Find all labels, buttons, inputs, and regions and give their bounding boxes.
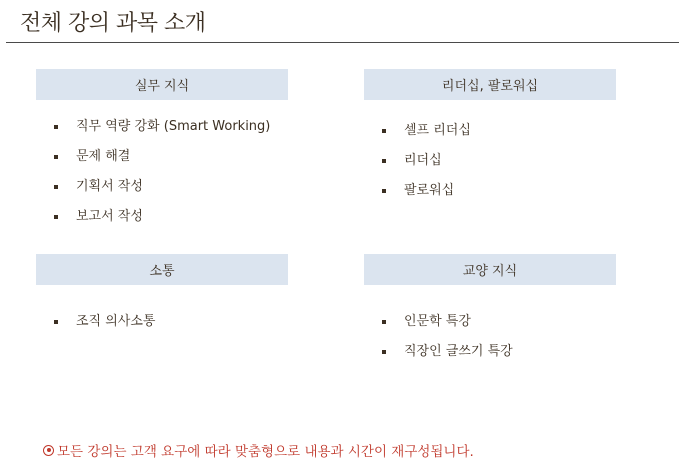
section-header: 소통 <box>36 254 288 285</box>
bullet-icon <box>382 159 386 163</box>
course-label: 팔로워십 <box>404 183 455 198</box>
bullet-icon <box>54 320 58 324</box>
title-divider <box>6 42 679 43</box>
course-label: 기획서 작성 <box>76 179 143 194</box>
course-label: 셀프 리더십 <box>404 123 471 138</box>
course-label: 보고서 작성 <box>76 209 143 224</box>
bullet-icon <box>54 185 58 189</box>
course-label: 직무 역량 강화 (Smart Working) <box>76 119 271 134</box>
course-label: 문제 해결 <box>76 149 131 164</box>
section-header: 리더십, 팔로워십 <box>364 69 616 100</box>
bullet-icon <box>382 129 386 133</box>
bullet-icon <box>54 215 58 219</box>
bullet-icon <box>54 155 58 159</box>
bullet-icon <box>382 350 386 354</box>
section-header: 교양 지식 <box>364 254 616 285</box>
course-label: 조직 의사소통 <box>76 314 156 329</box>
section-header: 실무 지식 <box>36 69 288 100</box>
bullet-icon <box>54 125 58 129</box>
footer-note-text: 모든 강의는 고객 요구에 따라 맞춤형으로 내용과 시간이 재구성됩니다. <box>57 444 474 460</box>
course-label: 직장인 글쓰기 특강 <box>404 344 513 359</box>
footer-note <box>43 440 474 460</box>
bullet-icon <box>382 320 386 324</box>
bullet-icon <box>382 189 386 193</box>
course-label: 리더십 <box>404 153 442 168</box>
page-title: 전체 강의 과목 소개 <box>20 11 206 36</box>
course-label: 인문학 특강 <box>404 314 471 329</box>
circle-dot-icon <box>43 445 54 456</box>
